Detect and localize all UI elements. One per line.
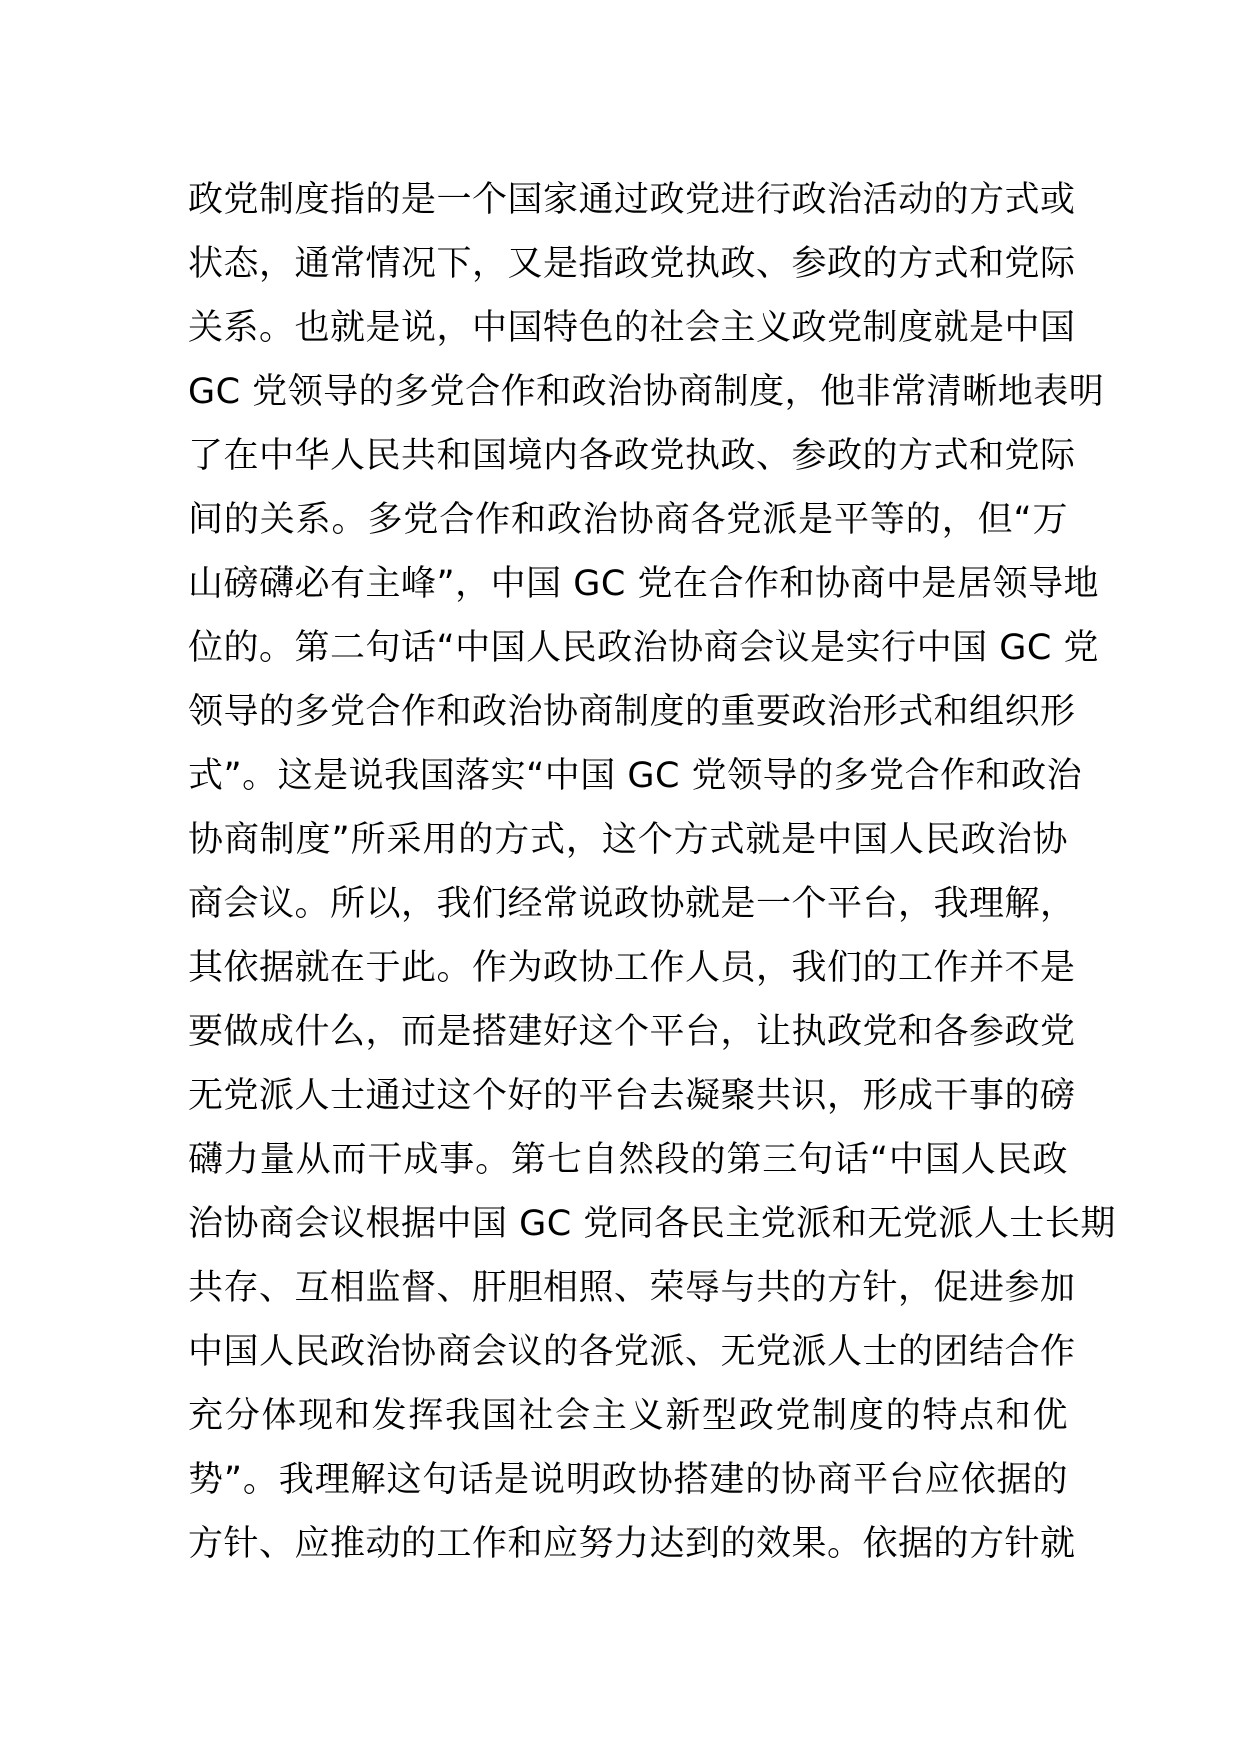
text-line: 了在中华人民共和国境内各政党执政、参政的方式和党际 — [188, 436, 1076, 476]
text-line: 要做成什么，而是搭建好这个平台，让执政党和各参政党 — [188, 1012, 1076, 1052]
text-line: 无党派人士通过这个好的平台去凝聚共识，形成干事的磅 — [188, 1076, 1076, 1116]
text-line: 关系。也就是说，中国特色的社会主义政党制度就是中国 — [188, 308, 1076, 348]
text-line: 领导的多党合作和政治协商制度的重要政治形式和组织形 — [188, 692, 1076, 732]
text-line: 方针、应推动的工作和应努力达到的效果。依据的方针就 — [188, 1524, 1076, 1564]
text-line: 其依据就在于此。作为政协工作人员，我们的工作并不是 — [188, 948, 1076, 988]
text-line: GC 党领导的多党合作和政治协商制度，他非常清晰地表明 — [188, 372, 1105, 412]
body-paragraph — [188, 168, 1116, 1576]
text-line: 状态，通常情况下，又是指政党执政、参政的方式和党际 — [188, 244, 1076, 284]
text-line: 间的关系。多党合作和政治协商各党派是平等的，但“万 — [188, 500, 1068, 540]
text-line: 中国人民政治协商会议的各党派、无党派人士的团结合作 — [188, 1332, 1076, 1372]
text-line: 山磅礴必有主峰”，中国 GC 党在合作和协商中是居领导地 — [188, 564, 1099, 604]
text-line: 政党制度指的是一个国家通过政党进行政治活动的方式或 — [188, 180, 1076, 220]
text-line: 共存、互相监督、肝胆相照、荣辱与共的方针，促进参加 — [188, 1268, 1076, 1308]
text-line: 势”。我理解这句话是说明政协搭建的协商平台应依据的 — [188, 1460, 1068, 1500]
text-line: 位的。第二句话“中国人民政治协商会议是实行中国 GC 党 — [188, 628, 1099, 668]
text-line: 商会议。所以，我们经常说政协就是一个平台，我理解， — [188, 884, 1076, 924]
text-line: 式”。这是说我国落实“中国 GC 党领导的多党合作和政治 — [188, 756, 1083, 796]
text-line: 充分体现和发挥我国社会主义新型政党制度的特点和优 — [188, 1396, 1068, 1436]
text-line: 礴力量从而干成事。第七自然段的第三句话“中国人民政 — [188, 1140, 1068, 1180]
text-line: 协商制度”所采用的方式，这个方式就是中国人民政治协 — [188, 820, 1068, 860]
text-line: 治协商会议根据中国 GC 党同各民主党派和无党派人士长期 — [188, 1204, 1116, 1244]
